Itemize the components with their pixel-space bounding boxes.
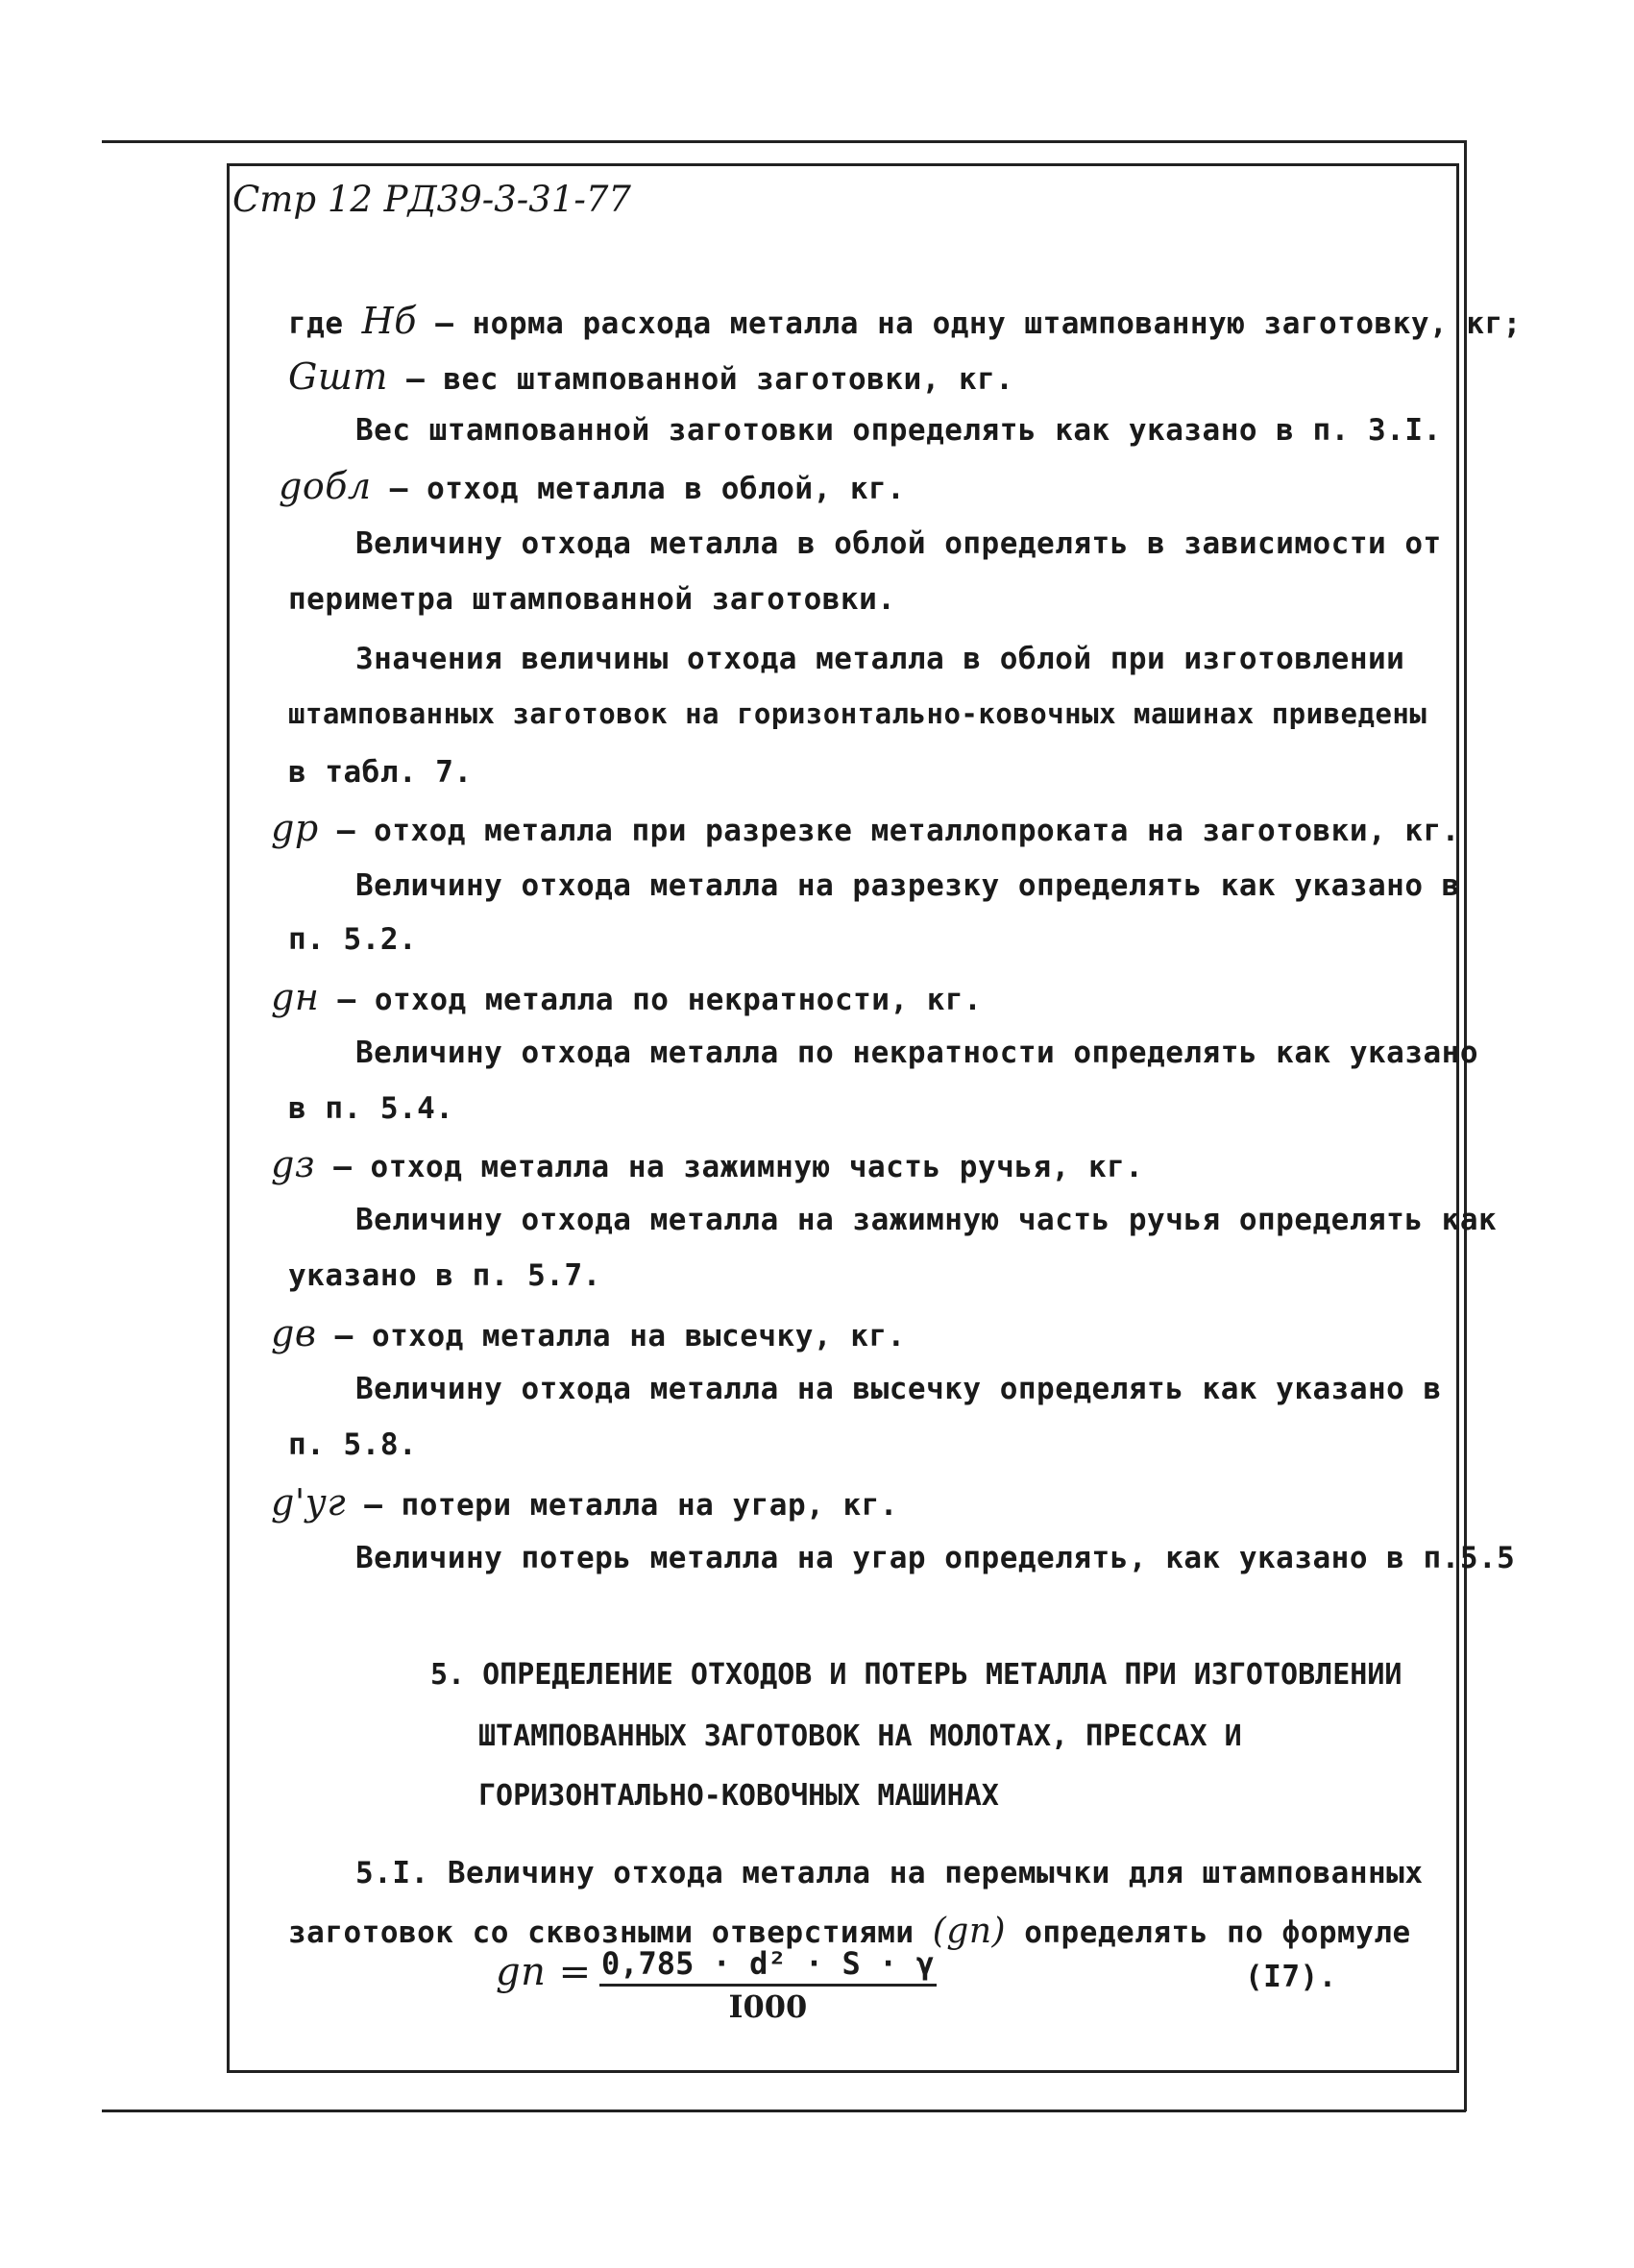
page-header: Стр 12 РД39-3-31-77 [232, 179, 631, 220]
symbol-gz: gз [271, 1143, 316, 1185]
formula-fraction [599, 1945, 937, 2025]
line-12: п. 5.2. [288, 922, 418, 957]
def-gn: – отход металла по некратности, кг. [337, 983, 983, 1017]
symbol-gn: gн [271, 976, 320, 1018]
def-gobl: – отход металла в облой, кг. [389, 472, 906, 506]
line-9: в табл. 7. [288, 755, 473, 790]
line-19 [271, 1312, 906, 1354]
line-4 [279, 465, 905, 507]
symbol-gp-inline: (gп) [932, 1912, 1007, 1951]
line-10 [271, 807, 1460, 849]
symbol-gug: g'уг [271, 1481, 347, 1524]
symbol-gobl: gобл [279, 465, 372, 507]
def-gsht: – вес штампованной заготовки, кг. [406, 362, 1014, 397]
line-8: штампованных заготовок на горизонтально-ковочных машинах приведены [288, 697, 1427, 730]
para-5-1-text-a: заготовок со сквозными отверстиями [288, 1915, 915, 1950]
def-gv: – отход металла на высечку, кг. [334, 1319, 906, 1353]
section-heading-line-3: ГОРИЗОНТАЛЬНО-КОВОЧНЫХ МАШИНАХ [478, 1779, 999, 1813]
top-rule [102, 140, 1466, 143]
symbol-gsht: Gшт [288, 355, 388, 398]
def-gug: – потери металла на угар, кг. [364, 1488, 898, 1523]
section-heading-line-1: 5. ОПРЕДЕЛЕНИЕ ОТХОДОВ И ПОТЕРЬ МЕТАЛЛА ПРИ ИЗГОТОВЛЕНИИ [430, 1658, 1402, 1692]
line-17: Величину отхода металла на зажимную часть ручья определять как [355, 1203, 1498, 1237]
right-rule [1464, 140, 1467, 2111]
line-5: Величину отхода металла в облой определять в зависимости от [355, 526, 1442, 561]
formula-numerator: 0,785 · d² · S · γ [599, 1945, 937, 1987]
line-1 [288, 300, 1522, 342]
section-heading-line-2: ШТАМПОВАННЫХ ЗАГОТОВОК НА МОЛОТАХ, ПРЕССАХ И [478, 1719, 1242, 1753]
line-23: Величину потерь металла на угар определять, как указано в п.5.5 [355, 1541, 1516, 1575]
line-21: п. 5.8. [288, 1427, 418, 1462]
line-6: периметра штампованной заготовки. [288, 582, 896, 617]
para-5-1-line-1: 5.I. Величину отхода металла на перемычки для штампованных [355, 1856, 1424, 1890]
symbol-nb: Нб [361, 300, 418, 342]
line-7: Значения величины отхода металла в облой при изготовлении [355, 642, 1405, 676]
line-3: Вес штампованной заготовки определять как указано в п. 3.I. [355, 413, 1442, 448]
para-5-1-text-b: определять по формуле [1024, 1915, 1411, 1950]
where-word: где [288, 306, 344, 341]
line-11: Величину отхода металла на разрезку определять как указано в [355, 868, 1460, 903]
line-16 [271, 1143, 1143, 1185]
def-gr: – отход металла при разрезке металлопроката на заготовки, кг. [336, 814, 1460, 848]
formula-lhs: gп = [496, 1950, 592, 1994]
line-15: в п. 5.4. [288, 1091, 454, 1126]
def-gz: – отход металла на зажимную часть ручья, кг. [333, 1150, 1144, 1184]
line-18: указано в п. 5.7. [288, 1258, 601, 1293]
line-22 [271, 1481, 898, 1524]
line-14: Величину отхода металла по некратности определять как указано [355, 1036, 1478, 1070]
symbol-gv: gв [271, 1312, 317, 1354]
bottom-rule [102, 2109, 1466, 2112]
def-nb: – норма расхода металла на одну штампованную заготовку, кг; [435, 306, 1522, 341]
line-2 [288, 355, 1013, 398]
line-20: Величину отхода металла на высечку определять как указано в [355, 1372, 1442, 1406]
symbol-gr: gр [271, 807, 319, 849]
formula-denominator: I000 [728, 1988, 808, 2025]
formula-number: (I7). [1245, 1960, 1337, 1994]
line-13 [271, 976, 982, 1018]
